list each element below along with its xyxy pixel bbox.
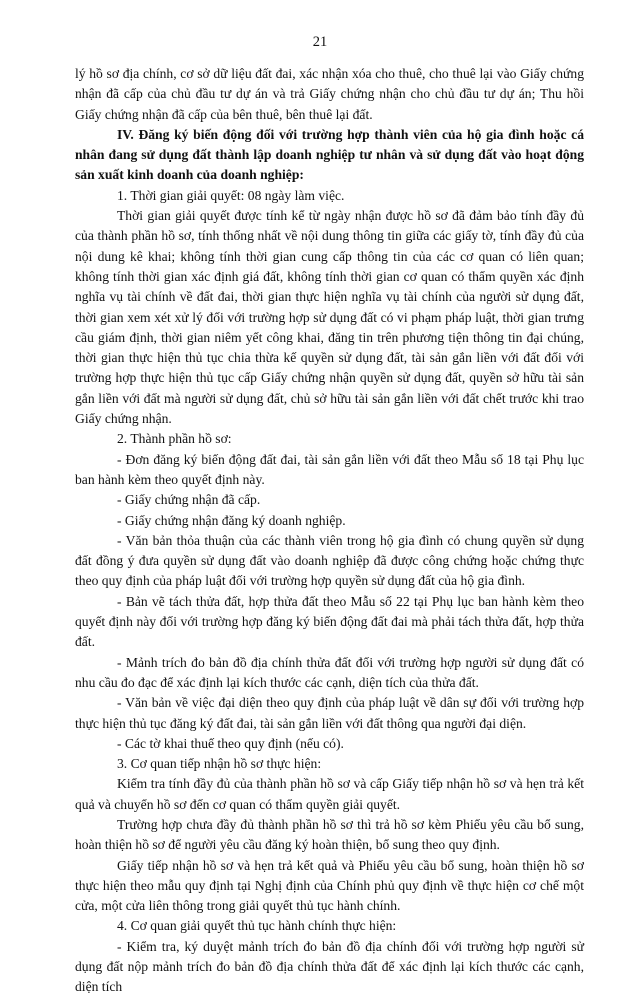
section-heading: IV. Đăng ký biến động đối với trường hợp thành viên của hộ gia đình hoặc cá nhân đang sử dụng đất thành lập doanh nghiệp tư nhân và sử dụng đất vào hoạt động sản xuất kinh doanh của doanh nghiệp: [75, 126, 584, 183]
body-paragraph: lý hồ sơ địa chính, cơ sở dữ liệu đất đai, xác nhận xóa cho thuê, cho thuê lại vào Giấy chứng nhận đã cấp của chủ đầu tư dự án và trả Giấy chứng nhận cho chủ đầu tư dự án; Thu hồi Giấy chứng nhận đã cấp của bên thuê, bên thuê lại đất. [75, 66, 584, 122]
document-body [75, 64, 584, 998]
body-paragraph: - Văn bản thỏa thuận của các thành viên trong hộ gia đình có chung quyền sử dụng đất đồng ý đưa quyền sử dụng đất vào doanh nghiệp đã được công chứng hoặc chứng thực theo quy định của pháp luật đối với trường hợp quyền sử dụng đất của hộ gia đình. [75, 532, 584, 589]
body-paragraph: 4. Cơ quan giải quyết thủ tục hành chính thực hiện: [117, 918, 397, 934]
body-paragraph: 3. Cơ quan tiếp nhận hồ sơ thực hiện: [117, 756, 322, 772]
body-paragraph: - Văn bản về việc đại diện theo quy định của pháp luật về dân sự đối với trường hợp thực hiện thủ tục đăng ký đất đai, tài sản gắn liền với đất thông qua người đại diện. [75, 695, 584, 731]
body-paragraph: - Các tờ khai thuế theo quy định (nếu có). [117, 735, 344, 751]
body-paragraph: Thời gian giải quyết được tính kể từ ngày nhận được hồ sơ đã đảm bảo tính đầy đủ của thành phần hồ sơ, tính thống nhất về nội dung thông tin giữa các giấy tờ, tính đầy đủ của nội dung kê khai; không tính thời gian cung cấp thông tin của các cơ quan có liên quan; không tính thời gian xác định giá đất, không tính thời gian cơ quan có thẩm quyền xác định nghĩa vụ tài chính về đất đai, thời gian thực hiện nghĩa vụ tài chính của người sử dụng đất, thời gian xem xét xử lý đối với trường hợp sử dụng đất có vi phạm pháp luật, thời gian trưng cầu giám định, thời gian niêm yết công khai, đăng tin trên phương tiện thông tin đại chúng, thời gian thực hiện thủ tục chia thừa kế quyền sử dụng đất, tài sản gắn liền với đất đối với trường hợp thực hiện thủ tục cấp Giấy chứng nhận quyền sử dụng đất, quyền sở hữu tài sản gắn liền với đất mà người sử dụng đất, chủ sở hữu tài sản gắn liền với đất chết trước khi trao Giấy chứng nhận. [75, 208, 584, 427]
page-number: 21 [312, 34, 328, 50]
body-paragraph: - Đơn đăng ký biến động đất đai, tài sản gắn liền với đất theo Mẫu số 18 tại Phụ lục ban hành kèm theo quyết định này. [75, 451, 584, 487]
body-paragraph: 2. Thành phần hồ sơ: [117, 431, 232, 447]
body-paragraph: - Giấy chứng nhận đăng ký doanh nghiệp. [117, 512, 346, 528]
body-paragraph: Kiểm tra tính đầy đủ của thành phần hồ sơ và cấp Giấy tiếp nhận hồ sơ và hẹn trả kết quả và chuyển hồ sơ đến cơ quan có thẩm quyền giải quyết. [75, 776, 584, 812]
body-paragraph: - Giấy chứng nhận đã cấp. [117, 492, 261, 508]
body-paragraph: 1. Thời gian giải quyết: 08 ngày làm việc. [117, 187, 345, 203]
body-paragraph: - Bản vẽ tách thửa đất, hợp thửa đất theo Mẫu số 22 tại Phụ lục ban hành kèm theo quyết định này đối với trường hợp đăng ký biến động đất đai mà phải tách thửa đất, hợp thửa đất. [75, 593, 584, 650]
body-paragraph: - Kiểm tra, ký duyệt mảnh trích đo bản đồ địa chính đối với trường hợp người sử dụng đất nộp mảnh trích đo bản đồ địa chính thửa đất để xác định lại kích thước các cạnh, diện tích [75, 938, 584, 995]
body-paragraph: - Mảnh trích đo bản đồ địa chính thửa đất đối với trường hợp người sử dụng đất có nhu cầu đo đạc để xác định lại kích thước các cạnh, diện tích của thửa đất. [75, 654, 584, 690]
body-paragraph: Giấy tiếp nhận hồ sơ và hẹn trả kết quả và Phiếu yêu cầu bổ sung, hoàn thiện hồ sơ thực hiện theo mẫu quy định tại Nghị định của Chính phủ quy định về thực hiện cơ chế một cửa, một cửa liên thông trong giải quyết thủ tục hành chính. [75, 857, 584, 914]
body-paragraph: Trường hợp chưa đầy đủ thành phần hồ sơ thì trả hồ sơ kèm Phiếu yêu cầu bổ sung, hoàn thiện hồ sơ để người yêu cầu đăng ký hoàn thiện, bổ sung theo quy định. [75, 816, 584, 853]
